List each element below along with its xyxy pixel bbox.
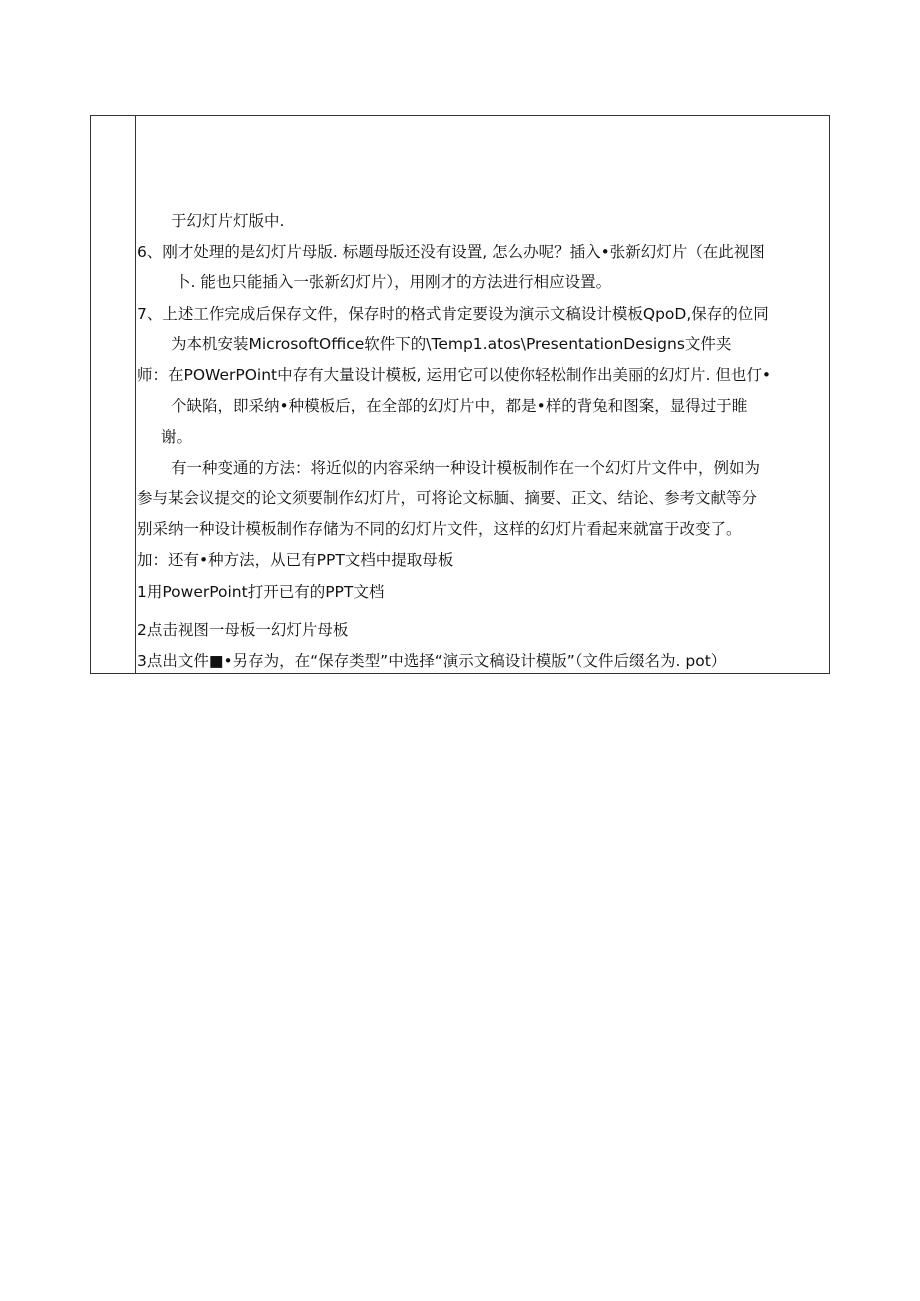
text-line-12: 加：还有•种方法，从已有PPT文档中提取母板 — [137, 551, 454, 569]
text-line-7: 个缺陷，即采纳•种模板后，在全部的幻灯片中，都是•样的背兔和图案，显得过于睢 — [171, 397, 748, 415]
text-line-2: 6、刚才处理的是幻灯片母版. 标题母版还没有设置, 怎么办呢？插入•张新幻灯片（在此视图 — [137, 243, 765, 261]
content-cell — [137, 116, 829, 673]
text-line-6: 师：在POWerPOint中存有大量设计模板, 运用它可以使你轻松制作出美丽的幻灯片. 但也仃• — [137, 366, 771, 384]
text-line-13: 1用PowerPoint打开已有的PPT文档 — [137, 583, 385, 601]
column-divider — [135, 116, 136, 673]
text-line-5: 为本机安装MicrosoftOffice软件下的\Temp1.atos\PresentationDesigns文件夹 — [171, 335, 732, 353]
text-line-15: 3点出文件■•另存为，在“保存类型”中选择“演示文稿设计模版”（文件后缀名为. pot） — [137, 652, 727, 670]
text-line-8: 谢。 — [161, 428, 193, 446]
text-line-10: 参与某会议提交的论文须要制作幻灯片，可将论文标腼、摘要、正文、结论、参考文献等分 — [137, 489, 758, 507]
text-line-9: 有一种变通的方法：将近似的内容采纳一种设计模板制作在一个幻灯片文件中，例如为 — [171, 459, 761, 477]
text-line-3: 卜. 能也只能插入一张新幻灯片），用刚才的方法进行相应设置。 — [175, 273, 612, 291]
document-table — [90, 115, 830, 674]
text-line-11: 别采纳一种设计模板制作存储为不同的幻灯片文件，这样的幻灯片看起来就富于改变了。 — [137, 520, 742, 538]
text-line-14: 2点击视图一母板一幻灯片母板 — [137, 621, 349, 639]
text-line-1: 于幻灯片灯版中. — [171, 212, 285, 230]
text-line-4: 7、上述工作完成后保存文件，保存时的格式肯定要设为演示文稿设计模板QpoD,保存的位同 — [137, 305, 769, 323]
